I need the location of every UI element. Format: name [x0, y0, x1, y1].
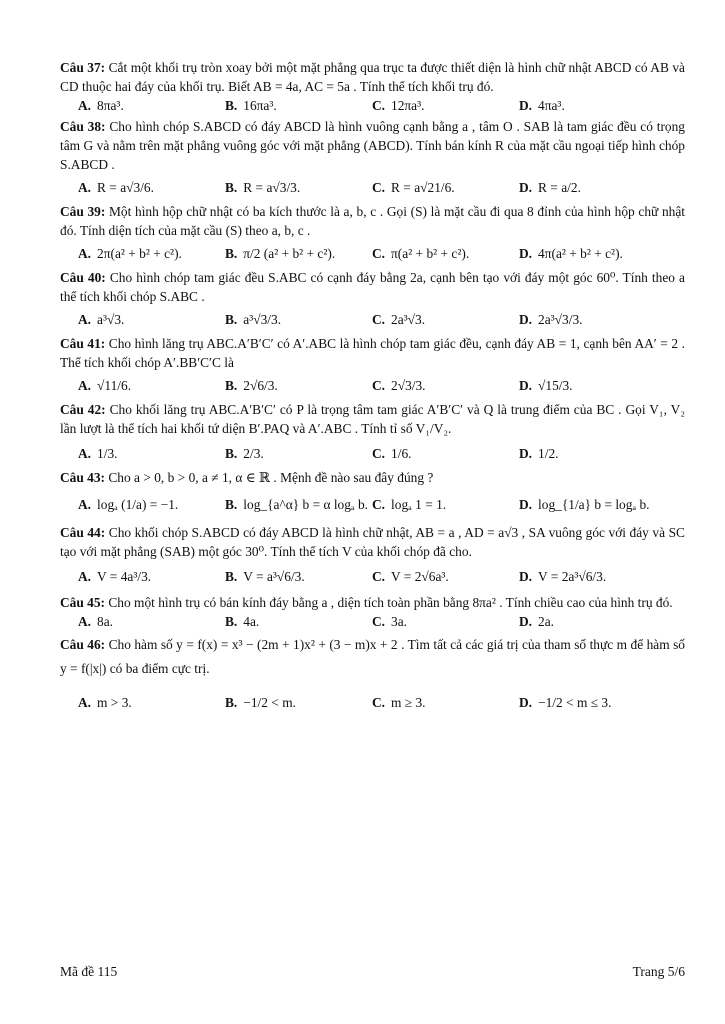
option-text: V = a³√6/3. — [243, 569, 305, 584]
option-label: A. — [78, 446, 92, 461]
question-number: Câu 42: — [60, 402, 106, 417]
option-label: A. — [78, 695, 92, 710]
option-c — [372, 378, 519, 394]
option-text: 12πa³. — [391, 98, 425, 113]
option-label: B. — [225, 569, 238, 584]
question-text: Cho hình chóp S.ABCD có đáy ABCD là hình vuông cạnh bằng a , tâm O . SAB là tam giác đều có trọng tâm G và nằm trên mặt phẳng vuông góc với mặt phẳng (ABCD). Tính bán kính R của mặt cầu ngoại tiếp hình chóp S.ABCD . — [60, 119, 685, 172]
option-c — [372, 695, 519, 711]
option-text: V = 2√6a³. — [391, 569, 449, 584]
option-label: B. — [225, 614, 238, 629]
option-label: B. — [225, 378, 238, 393]
question-38 — [60, 117, 685, 196]
option-c — [372, 98, 519, 114]
question-number: Câu 45: — [60, 595, 106, 610]
option-text: R = a√21/6. — [391, 180, 455, 195]
option-a — [78, 446, 225, 462]
option-text: 2a³√3/3. — [538, 312, 583, 327]
option-text: 2a. — [538, 614, 555, 629]
question-46 — [60, 633, 685, 711]
option-c — [372, 312, 519, 328]
question-42 — [60, 400, 685, 462]
option-label: A. — [78, 98, 92, 113]
option-d — [519, 569, 666, 585]
option-text: 8a. — [97, 614, 114, 629]
option-c — [372, 497, 519, 513]
option-text: V = 4a³/3. — [97, 569, 152, 584]
option-text: log_{1/a} b = logₐ b. — [538, 497, 650, 512]
option-b — [225, 569, 372, 585]
option-d — [519, 180, 666, 196]
question-number: Câu 44: — [60, 525, 106, 540]
option-a — [78, 695, 225, 711]
option-text: π(a² + b² + c²). — [391, 246, 470, 261]
option-label: B. — [225, 312, 238, 327]
option-b — [225, 180, 372, 196]
option-text: 1/3. — [97, 446, 118, 461]
question-text: Cho một hình trụ có bán kính đáy bằng a , diện tích toàn phần bằng 8πa² . Tính chiều cao của hình trụ đó. — [108, 595, 673, 610]
option-a — [78, 569, 225, 585]
option-label: A. — [78, 378, 92, 393]
page-footer — [60, 964, 685, 980]
option-b — [225, 378, 372, 394]
option-text: −1/2 < m ≤ 3. — [538, 695, 612, 710]
option-a — [78, 378, 225, 394]
option-c — [372, 446, 519, 462]
option-label: A. — [78, 180, 92, 195]
option-text: a³√3. — [97, 312, 125, 327]
option-text: 2√3/3. — [391, 378, 426, 393]
option-b — [225, 497, 372, 513]
question-40 — [60, 268, 685, 328]
option-d — [519, 695, 666, 711]
question-44 — [60, 523, 685, 585]
question-text: Cho hàm số y = f(x) = x³ − (2m + 1)x² + (3 − m)x + 2 . Tìm tất cả các giá trị của tham số thực m để hàm số y = f(|x|) có ba điểm cực trị. — [60, 637, 685, 676]
option-text: 1/2. — [538, 446, 559, 461]
option-label: C. — [372, 180, 386, 195]
option-label: B. — [225, 246, 238, 261]
option-label: D. — [519, 569, 533, 584]
question-number: Câu 43: — [60, 470, 106, 485]
option-label: B. — [225, 497, 238, 512]
option-b — [225, 246, 372, 262]
option-c — [372, 246, 519, 262]
option-label: C. — [372, 98, 386, 113]
option-text: log_{a^α} b = α logₐ b. — [243, 497, 369, 512]
option-text: R = a√3/6. — [97, 180, 154, 195]
option-label: D. — [519, 180, 533, 195]
option-d — [519, 378, 666, 394]
option-label: C. — [372, 378, 386, 393]
option-text: 8πa³. — [97, 98, 124, 113]
option-c — [372, 614, 519, 630]
option-text: √11/6. — [97, 378, 132, 393]
option-b — [225, 614, 372, 630]
option-label: C. — [372, 246, 386, 261]
option-label: A. — [78, 497, 92, 512]
option-label: A. — [78, 569, 92, 584]
option-label: D. — [519, 312, 533, 327]
option-label: D. — [519, 614, 533, 629]
option-d — [519, 614, 666, 630]
option-text: 2π(a² + b² + c²). — [97, 246, 182, 261]
option-b — [225, 98, 372, 114]
option-label: B. — [225, 446, 238, 461]
question-number: Câu 39: — [60, 204, 106, 219]
question-text: Cho khối chóp S.ABCD có đáy ABCD là hình chữ nhật, AB = a , AD = a√3 , SA vuông góc với đáy và SC tạo với mặt phẳng (SAB) một góc 30⁰. Tính thể tích V của khối chóp đã cho. — [60, 525, 685, 559]
question-39 — [60, 202, 685, 262]
question-41 — [60, 334, 685, 394]
question-number: Câu 40: — [60, 270, 106, 285]
option-label: D. — [519, 246, 533, 261]
option-label: A. — [78, 614, 92, 629]
option-a — [78, 497, 225, 513]
option-text: V = 2a³√6/3. — [538, 569, 607, 584]
option-a — [78, 246, 225, 262]
option-text: 2√6/3. — [243, 378, 278, 393]
option-a — [78, 180, 225, 196]
option-text: 4a. — [243, 614, 260, 629]
option-text: 16πa³. — [243, 98, 277, 113]
option-label: D. — [519, 695, 533, 710]
option-label: D. — [519, 378, 533, 393]
option-label: D. — [519, 446, 533, 461]
option-d — [519, 312, 666, 328]
option-text: π/2 (a² + b² + c²). — [243, 246, 336, 261]
option-b — [225, 695, 372, 711]
question-45 — [60, 593, 685, 630]
option-text: m ≥ 3. — [391, 695, 426, 710]
option-text: 1/6. — [391, 446, 412, 461]
option-label: C. — [372, 614, 386, 629]
exam-page-content — [60, 58, 685, 714]
option-label: C. — [372, 312, 386, 327]
question-number: Câu 41: — [60, 336, 106, 351]
question-text: Cho hình lăng trụ ABC.A′B′C′ có A′.ABC là hình chóp tam giác đều, cạnh đáy AB = 1, cạnh bên AA′ = 2 . Thể tích khối chóp A′.BB′C′C là — [60, 336, 685, 370]
exam-code: Mã đề 115 — [60, 964, 118, 979]
question-text: Một hình hộp chữ nhật có ba kích thước là a, b, c . Gọi (S) là mặt cầu đi qua 8 đỉnh của hình hộp chữ nhật đó. Tính diện tích của mặt cầu (S) theo a, b, c . — [60, 204, 685, 238]
option-text: √15/3. — [538, 378, 573, 393]
option-text: 4π(a² + b² + c²). — [538, 246, 623, 261]
option-label: C. — [372, 446, 386, 461]
option-text: 3a. — [391, 614, 408, 629]
option-text: R = a√3/3. — [243, 180, 301, 195]
option-text: −1/2 < m. — [243, 695, 296, 710]
option-label: C. — [372, 695, 386, 710]
question-text: Cho khối lăng trụ ABC.A′B′C′ có P là trọng tâm tam giác A′B′C′ và Q là trung điểm của BC . Gọi V₁, V₂ lần lượt là thể tích hai khối tứ diện B′.PAQ và A′.ABC . Tính tỉ số V₁/V₂. — [60, 402, 685, 436]
option-text: 2a³√3. — [391, 312, 426, 327]
option-a — [78, 614, 225, 630]
page-number: Trang 5/6 — [632, 964, 685, 979]
option-b — [225, 446, 372, 462]
option-text: logₐ (1/a) = −1. — [97, 497, 179, 512]
question-37 — [60, 58, 685, 114]
option-a — [78, 98, 225, 114]
option-d — [519, 98, 666, 114]
option-c — [372, 180, 519, 196]
option-b — [225, 312, 372, 328]
option-text: a³√3/3. — [243, 312, 282, 327]
question-43 — [60, 468, 685, 513]
option-label: D. — [519, 98, 533, 113]
option-label: C. — [372, 497, 386, 512]
question-number: Câu 38: — [60, 119, 106, 134]
option-d — [519, 497, 666, 513]
option-d — [519, 246, 666, 262]
question-text: Cho hình chóp tam giác đều S.ABC có cạnh đáy bằng 2a, cạnh bên tạo với đáy một góc 60⁰. Tính theo a thể tích khối chóp S.ABC . — [60, 270, 685, 304]
question-number: Câu 37: — [60, 60, 106, 75]
option-text: 4πa³. — [538, 98, 565, 113]
option-label: B. — [225, 180, 238, 195]
option-label: B. — [225, 695, 238, 710]
option-label: B. — [225, 98, 238, 113]
question-text: Cắt một khối trụ tròn xoay bởi một mặt phẳng qua trục ta được thiết diện là hình chữ nhật ABCD có AB và CD thuộc hai đáy của khối trụ. Biết AB = 4a, AC = 5a . Tính thể tích khối trụ đó. — [60, 60, 685, 94]
option-label: C. — [372, 569, 386, 584]
option-text: 2/3. — [243, 446, 264, 461]
option-a — [78, 312, 225, 328]
option-d — [519, 446, 666, 462]
question-number: Câu 46: — [60, 637, 106, 652]
option-text: logₐ 1 = 1. — [391, 497, 447, 512]
option-text: m > 3. — [97, 695, 132, 710]
option-label: D. — [519, 497, 533, 512]
option-text: R = a/2. — [538, 180, 581, 195]
question-text: Cho a > 0, b > 0, a ≠ 1, α ∈ ℝ . Mệnh đề nào sau đây đúng ? — [108, 470, 434, 485]
option-label: A. — [78, 312, 92, 327]
option-c — [372, 569, 519, 585]
option-label: A. — [78, 246, 92, 261]
